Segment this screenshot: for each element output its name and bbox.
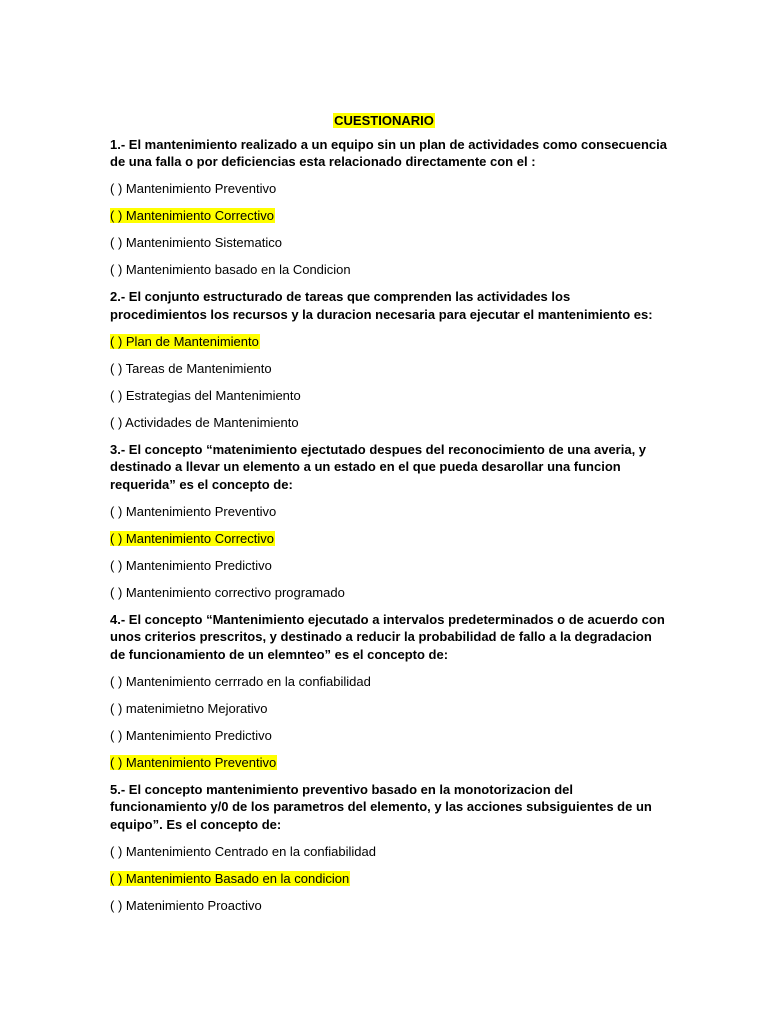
answer-option-highlighted (110, 754, 670, 772)
answer-option (110, 557, 670, 575)
question-text: 3.- El concepto “matenimiento ejectutado despues del reconocimiento de una averia, y destinado a llevar un elemento a un estado en el que pueda desarollar una funcion requerida” es el concepto de: (110, 441, 647, 492)
document-body (110, 112, 670, 924)
answer-option-text: ( ) Mantenimiento Sistematico (110, 235, 282, 250)
question-block-1 (110, 136, 670, 279)
answer-option-text: ( ) Mantenimiento Correctivo (110, 530, 274, 546)
answer-option-text: ( ) Mantenimiento Predictivo (110, 557, 272, 573)
answer-option-text: ( ) Plan de Mantenimiento (110, 333, 259, 349)
answer-option-highlighted (110, 870, 670, 888)
answer-option (110, 503, 670, 521)
answer-option-text: ( ) Mantenimiento Preventivo (110, 181, 277, 196)
answer-option-text: ( ) Mantenimiento Preventivo (110, 503, 277, 519)
answer-option-text: ( ) Estrategias del Mantenimiento (110, 387, 301, 403)
answer-option (110, 700, 670, 718)
answer-option (110, 673, 670, 691)
answer-option (110, 234, 670, 252)
answer-option-highlighted (110, 530, 670, 548)
question-text: 2.- El conjunto estructurado de tareas que comprenden las actividades los procedimientos los recursos y la duracion necesaria para ejecutar el mantenimiento es: (110, 289, 653, 322)
answer-option-text: ( ) Mantenimiento basado en la Condicion (110, 262, 351, 277)
question-text: 4.- El concepto “Mantenimiento ejecutado a intervalos predeterminados o de acuerdo con unos criterios prescritos, y destinado a reducir la probabilidad de fallo a la degradacion de funcionamiento de un elemnteo” es el concepto de: (110, 611, 665, 662)
document-title: CUESTIONARIO (334, 113, 434, 128)
question-block-3 (110, 441, 670, 602)
answer-option (110, 727, 670, 745)
answer-option (110, 180, 670, 198)
answer-option (110, 897, 670, 915)
answer-option-text: ( ) Mantenimiento Basado en la condicion (110, 870, 350, 886)
answer-option-text: ( ) Mantenimiento correctivo programado (110, 584, 345, 600)
answer-option-text: ( ) matenimietno Mejorativo (110, 700, 268, 716)
answer-option (110, 843, 670, 861)
answer-option-text: ( ) Mantenimiento Centrado en la confiabilidad (110, 843, 376, 859)
answer-option (110, 584, 670, 602)
question-block-5 (110, 781, 670, 915)
question-text: 5.- El concepto mantenimiento preventivo basado en la monotorizacion del funcionamiento y/0 de los parametros del elemento, y las acciones subsiguientes de un equipo”. Es el concepto de: (110, 781, 652, 832)
answer-option (110, 387, 670, 405)
answer-option (110, 360, 670, 378)
answer-option-highlighted (110, 333, 670, 351)
title-row (110, 112, 670, 130)
answer-option (110, 261, 670, 279)
question-block-4 (110, 611, 670, 772)
answer-option (110, 414, 670, 432)
answer-option-text: ( ) Mantenimiento cerrrado en la confiabilidad (110, 673, 371, 689)
answer-option-highlighted (110, 207, 670, 225)
answer-option-text: ( ) Tareas de Mantenimiento (110, 360, 272, 376)
answer-option-text: ( ) Mantenimiento Predictivo (110, 727, 272, 743)
question-text: 1.- El mantenimiento realizado a un equipo sin un plan de actividades como consecuencia de una falla o por deficiencias esta relacionado directamente con el : (110, 136, 667, 169)
answer-option-text: ( ) Mantenimiento Correctivo (110, 208, 274, 223)
answer-option-text: ( ) Actividades de Mantenimiento (110, 414, 299, 430)
answer-option-text: ( ) Mantenimiento Preventivo (110, 754, 277, 770)
answer-option-text: ( ) Matenimiento Proactivo (110, 897, 262, 913)
question-block-2 (110, 288, 670, 431)
